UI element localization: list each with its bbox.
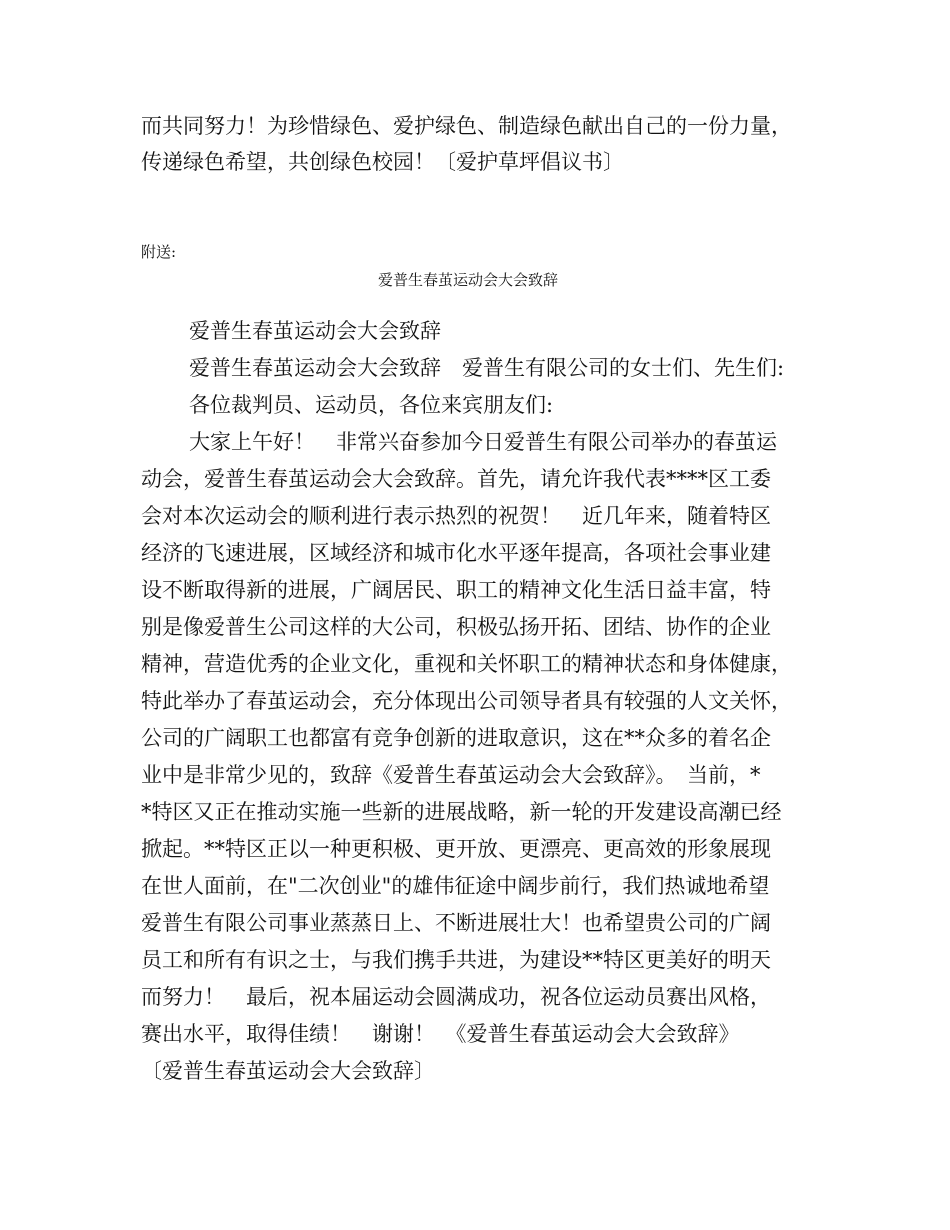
paragraph-line: *特区又正在推动实施一些新的进展战略，新一轮的开发建设高潮已经: [141, 800, 782, 824]
paragraph-line: 精神，营造优秀的企业文化，重视和关怀职工的精神状态和身体健康，: [141, 652, 792, 676]
attachment-label: 附送:: [141, 243, 177, 261]
paragraph-line: 设不断取得新的进展，广阔居民、职工的精神文化生活日益丰富，特: [141, 578, 771, 602]
speech-heading: 爱普生春茧运动会大会致辞: [189, 319, 441, 343]
paragraph-line: 赛出水平，取得佳绩！ 谢谢！ 《爱普生春茧运动会大会致辞》: [141, 1022, 740, 1046]
paragraph-line: 业中是非常少见的，致辞《爱普生春茧运动会大会致辞》。 当前，*: [141, 763, 761, 787]
paragraph-line: 而努力！ 最后，祝本届运动会圆满成功，祝各位运动员赛出风格，: [141, 985, 771, 1009]
paragraph-line: 在世人面前，在"二次创业"的雄伟征途中阔步前行，我们热诚地希望: [141, 874, 770, 898]
paragraph-line: 特此举办了春茧运动会，充分体现出公司领导者具有较强的人文关怀，: [141, 689, 792, 713]
paragraph-line: 动会，爱普生春茧运动会大会致辞。首先，请允许我代表****区工委: [141, 467, 771, 491]
paragraph-line: 传递绿色希望，共创绿色校园！〔爱护草坪倡议书〕: [141, 150, 624, 174]
speech-salutation: 爱普生春茧运动会大会致辞 爱普生有限公司的女士们、先生们:: [189, 356, 785, 380]
paragraph-line: 〔爱普生春茧运动会大会致辞〕: [141, 1059, 435, 1083]
paragraph-line: 而共同努力！为珍惜绿色、爱护绿色、制造绿色献出自己的一份力量，: [141, 114, 792, 138]
paragraph-line: 别是像爱普生公司这样的大公司，积极弘扬开拓、团结、协作的企业: [141, 615, 771, 639]
attachment-title: 爱普生春茧运动会大会致辞: [378, 271, 559, 289]
paragraph-line: 公司的广阔职工也都富有竞争创新的进取意识，这在**众多的着名企: [141, 726, 771, 750]
paragraph-line: 经济的飞速进展，区域经济和城市化水平逐年提高，各项社会事业建: [141, 541, 771, 565]
paragraph-line: 会对本次运动会的顺利进行表示热烈的祝贺！ 近几年来，随着特区: [141, 504, 771, 528]
paragraph-line: 爱普生有限公司事业蒸蒸日上、不断进展壮大！也希望贵公司的广阔: [141, 911, 771, 935]
paragraph-line: 大家上午好！ 非常兴奋参加今日爱普生有限公司举办的春茧运: [189, 430, 777, 454]
speech-salutation: 各位裁判员、运动员，各位来宾朋友们:: [189, 393, 554, 417]
paragraph-line: 掀起。**特区正以一种更积极、更开放、更漂亮、更高效的形象展现: [141, 837, 771, 861]
paragraph-line: 员工和所有有识之士，与我们携手共进，为建设**特区更美好的明天: [141, 948, 771, 972]
